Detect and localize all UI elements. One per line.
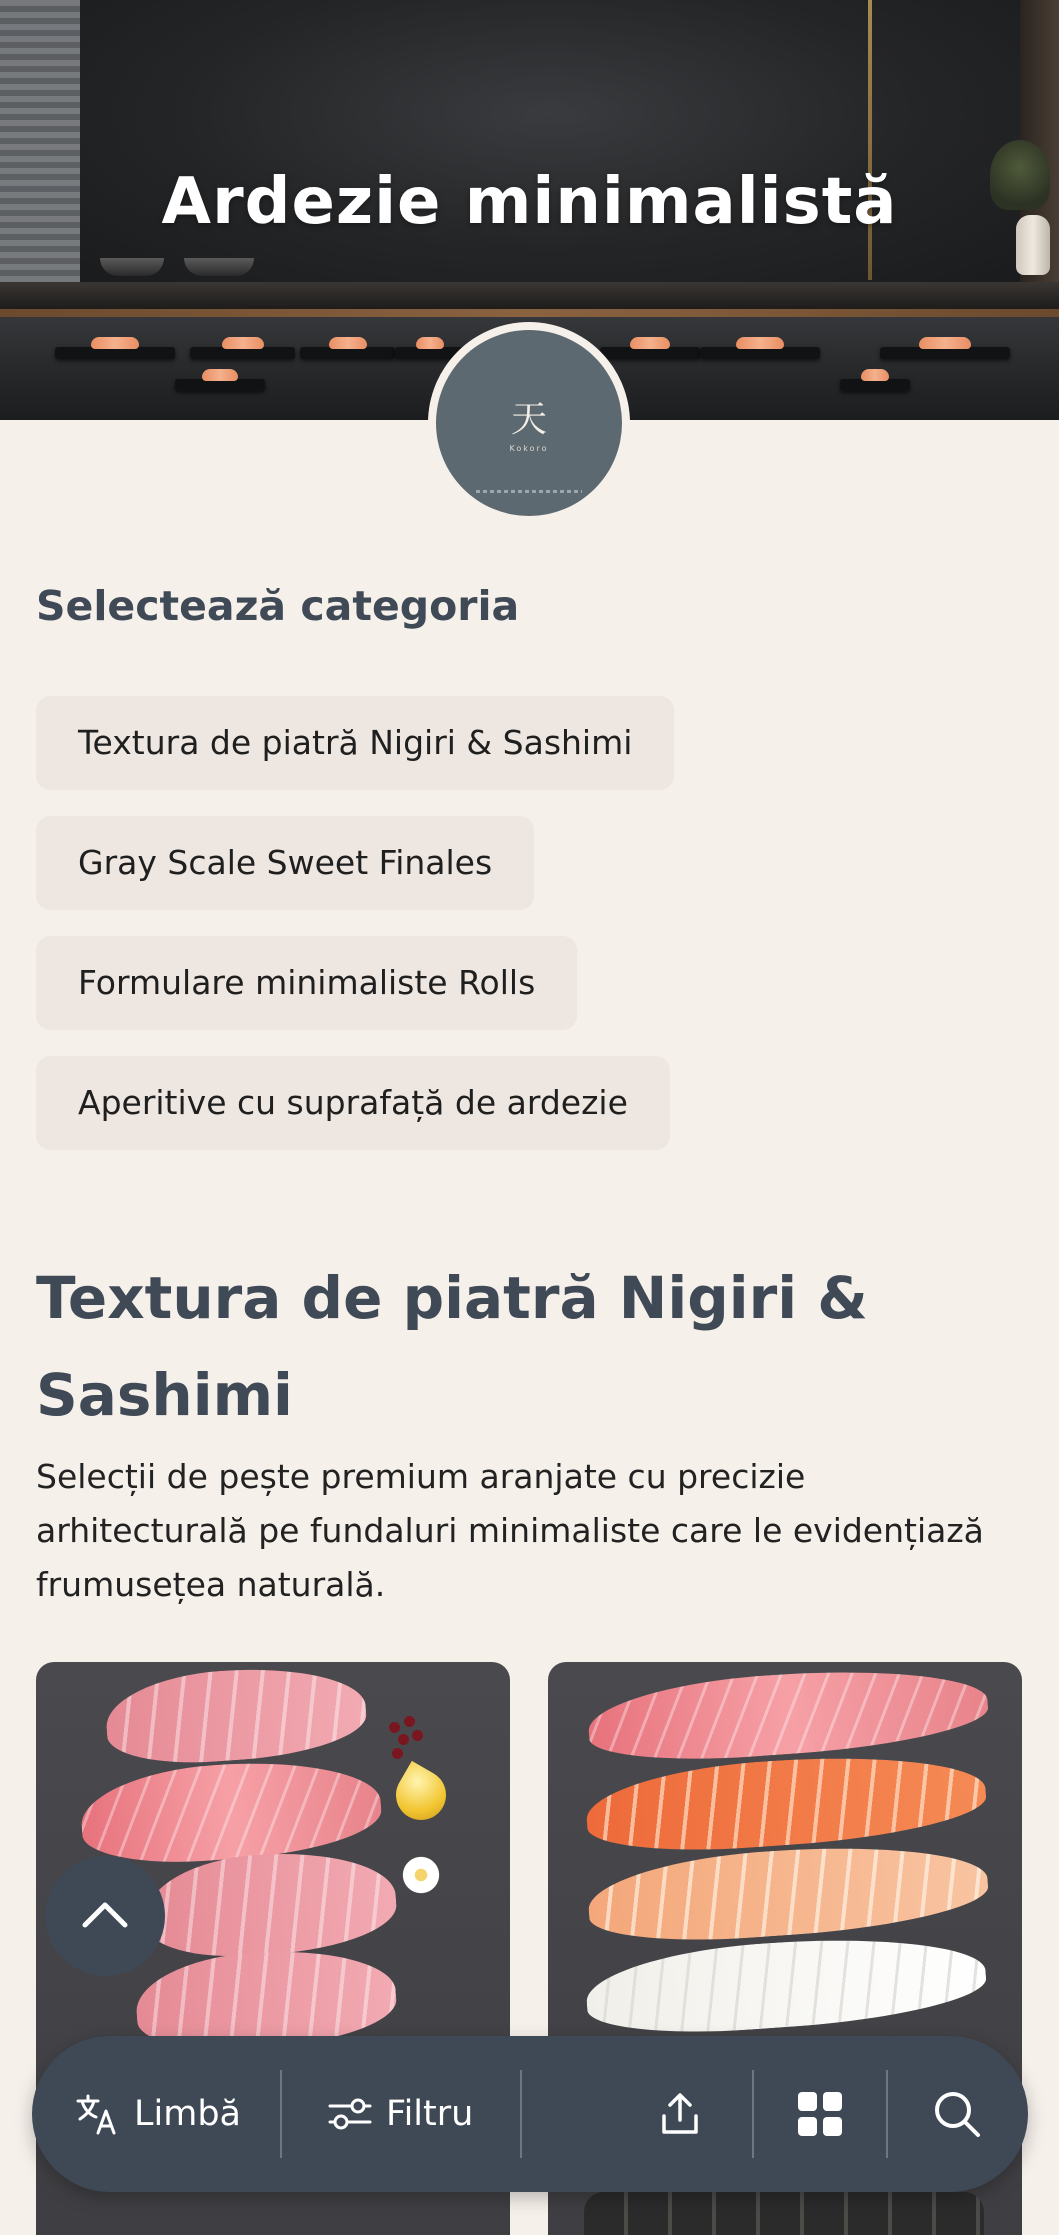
nori-roll-row <box>584 2192 984 2235</box>
salmon-row <box>584 1746 989 1859</box>
category-pill-sweet-finales[interactable]: Gray Scale Sweet Finales <box>36 816 534 910</box>
hero-bowl <box>100 258 164 276</box>
grid-icon <box>796 2090 844 2138</box>
category-heading: Selectează categoria <box>36 582 520 630</box>
filter-button[interactable] <box>328 2036 473 2192</box>
tuna-slice <box>78 1754 384 1870</box>
category-pill-rolls[interactable]: Formulare minimaliste Rolls <box>36 936 577 1030</box>
salmon-light-row <box>586 1836 991 1949</box>
berry-garnish <box>389 1722 400 1733</box>
grid-view-button[interactable] <box>796 2036 844 2192</box>
section-title: Textura de piatră Nigiri & Sashimi <box>36 1264 868 1429</box>
hero-window-blinds <box>0 0 80 300</box>
hero-counter <box>0 282 1059 312</box>
hero-bowl <box>184 258 254 276</box>
toolbar-divider <box>280 2070 282 2158</box>
hero-sushi-tray <box>600 347 700 359</box>
white-fish-row <box>584 1928 989 2041</box>
toolbar-divider <box>752 2070 754 2158</box>
toolbar-divider <box>520 2070 522 2158</box>
tuna-slice <box>143 1845 399 1962</box>
share-button[interactable] <box>656 2036 704 2192</box>
logo-wordmark: Kokoro <box>509 443 549 453</box>
category-pill-nigiri-sashimi[interactable]: Textura de piatră Nigiri & Sashimi <box>36 696 674 790</box>
hero-sushi-tray <box>55 347 175 359</box>
hero-sushi-tray <box>880 347 1010 359</box>
search-button[interactable] <box>932 2036 982 2192</box>
category-list <box>36 696 674 1176</box>
search-icon <box>932 2089 982 2139</box>
filter-label: Filtru <box>386 2094 474 2134</box>
scroll-to-top-button[interactable] <box>45 1856 165 1976</box>
hero-counter-edge <box>0 309 1059 317</box>
lemon-garnish <box>387 1761 455 1829</box>
hero-wall <box>80 0 1020 285</box>
tuna-slice <box>103 1662 369 1769</box>
logo-wave-icon <box>476 490 582 493</box>
flower-garnish <box>400 1854 442 1896</box>
share-icon <box>656 2090 704 2138</box>
berry-garnish <box>398 1734 409 1745</box>
language-button[interactable] <box>74 2036 241 2192</box>
hero-sushi-tray <box>300 347 395 359</box>
hero-sushi-tray <box>190 347 295 359</box>
tuna-row <box>586 1662 991 1768</box>
category-pill-appetizers[interactable]: Aperitive cu suprafață de ardezie <box>36 1056 670 1150</box>
section-description: Selecții de pește premium aranjate cu precizie arhitecturală pe fundaluri minimaliste care le evidențiază frumusețea naturală. <box>36 1457 984 1604</box>
language-label: Limbă <box>134 2094 241 2134</box>
chevron-up-icon <box>81 1899 129 1933</box>
toolbar-divider <box>886 2070 888 2158</box>
filter-sliders-icon <box>328 2094 372 2134</box>
berry-garnish <box>392 1748 403 1759</box>
berry-garnish <box>412 1730 423 1741</box>
hero-sushi-tray <box>700 347 820 359</box>
hero-sushi-tray <box>840 379 910 391</box>
restaurant-logo <box>428 322 630 524</box>
translate-icon <box>74 2091 120 2137</box>
page-title: Ardezie minimalistă <box>161 165 898 239</box>
logo-kanji: 天 <box>510 398 547 440</box>
berry-garnish <box>404 1716 415 1727</box>
logo-badge <box>436 330 622 516</box>
bottom-toolbar <box>32 2036 1028 2192</box>
hero-sushi-tray <box>175 379 265 391</box>
